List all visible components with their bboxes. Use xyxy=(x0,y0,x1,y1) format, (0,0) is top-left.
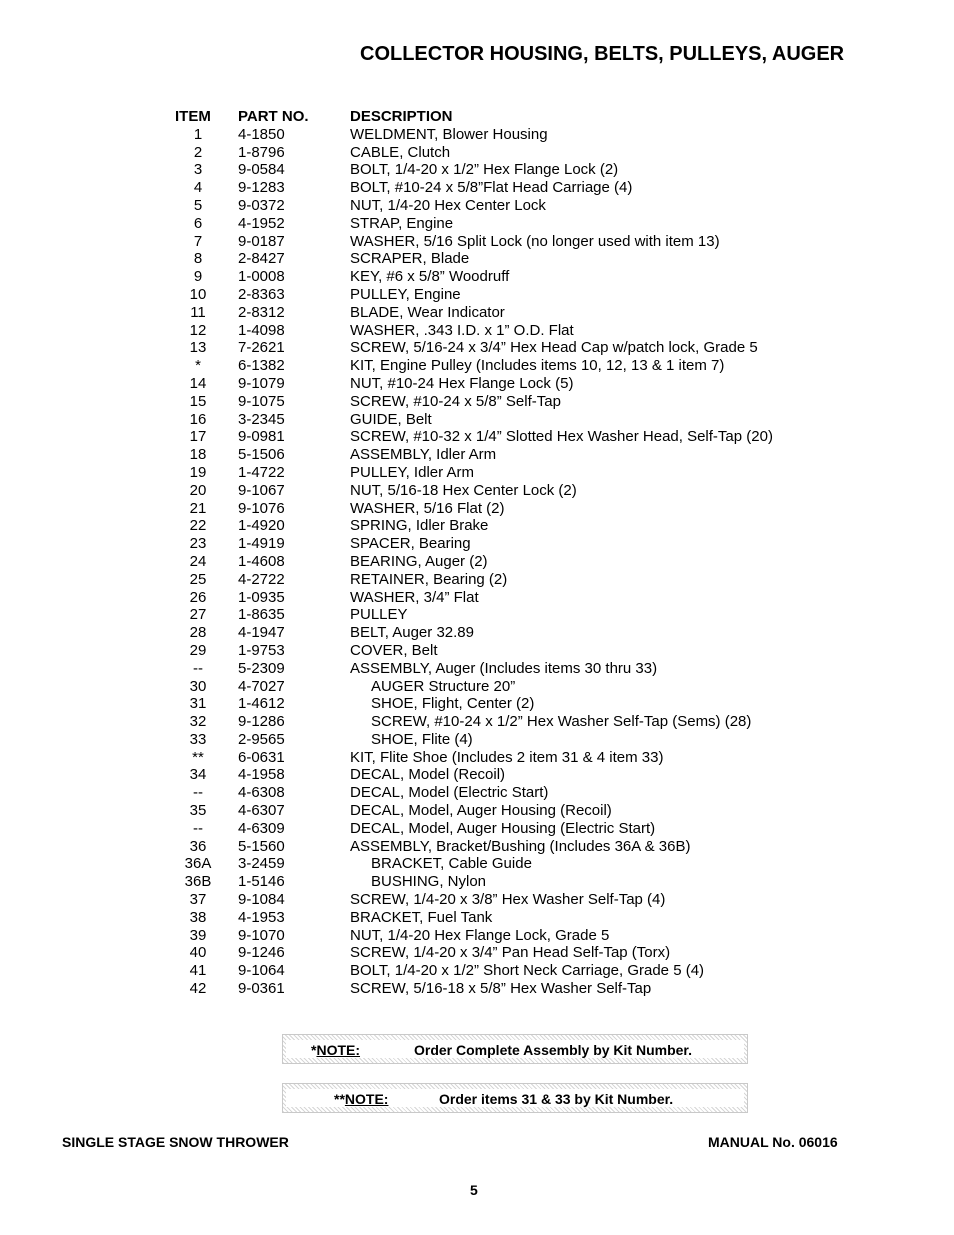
row-description: KIT, Engine Pulley (Includes items 10, 12, 13 & 1 item 7) xyxy=(350,357,725,375)
footer-manual-number: MANUAL No. 06016 xyxy=(708,1134,838,1150)
table-row xyxy=(173,144,833,162)
row-item: 14 xyxy=(189,374,207,392)
row-item: 27 xyxy=(189,606,207,624)
row-description: PULLEY xyxy=(350,606,408,624)
row-item: 6 xyxy=(193,214,203,232)
row-part-no: 2-8363 xyxy=(238,285,285,303)
table-row xyxy=(173,855,833,873)
row-description: WELDMENT, Blower Housing xyxy=(350,125,548,143)
row-part-no: 1-8635 xyxy=(238,606,285,624)
row-description: PULLEY, Idler Arm xyxy=(350,463,474,481)
row-part-no: 3-2345 xyxy=(238,410,285,428)
table-row xyxy=(173,357,833,375)
row-part-no: 9-1286 xyxy=(238,713,285,731)
row-item: 7 xyxy=(193,232,203,250)
row-item: 38 xyxy=(189,908,207,926)
row-item: 35 xyxy=(189,802,207,820)
table-row xyxy=(173,820,833,838)
row-item: 19 xyxy=(189,463,207,481)
row-part-no: 5-1506 xyxy=(238,446,285,464)
row-description: SHOE, Flight, Center (2) xyxy=(371,695,535,713)
note-text: Order items 31 & 33 by Kit Number. xyxy=(439,1091,674,1107)
row-description: GUIDE, Belt xyxy=(350,410,432,428)
row-item: 28 xyxy=(189,624,207,642)
table-row xyxy=(173,179,833,197)
table-row xyxy=(173,464,833,482)
row-item: 36B xyxy=(184,873,212,891)
row-item: 29 xyxy=(189,641,207,659)
row-part-no: 4-1952 xyxy=(238,214,285,232)
row-part-no: 6-0631 xyxy=(238,748,285,766)
table-row xyxy=(173,126,833,144)
table-row xyxy=(173,322,833,340)
row-description: NUT, #10-24 Hex Flange Lock (5) xyxy=(350,374,574,392)
row-item: 22 xyxy=(189,517,207,535)
row-description: SCREW, 5/16-18 x 5/8” Hex Washer Self-Tap xyxy=(350,980,652,998)
row-description: COVER, Belt xyxy=(350,641,438,659)
table-row xyxy=(173,766,833,784)
page-title: COLLECTOR HOUSING, BELTS, PULLEYS, AUGER xyxy=(360,43,845,65)
table-row xyxy=(173,802,833,820)
row-part-no: 1-4098 xyxy=(238,321,285,339)
row-item: -- xyxy=(193,784,203,802)
table-row xyxy=(173,393,833,411)
row-description: BOLT, #10-24 x 5/8”Flat Head Carriage (4) xyxy=(350,179,633,197)
row-part-no: 1-4919 xyxy=(238,535,285,553)
table-row xyxy=(173,571,833,589)
header-part-no: PART NO. xyxy=(238,108,309,125)
row-part-no: 9-1075 xyxy=(238,392,285,410)
note-box-kit xyxy=(282,1034,748,1064)
row-description: WASHER, 3/4” Flat xyxy=(350,588,479,606)
row-description: PULLEY, Engine xyxy=(350,285,461,303)
table-row xyxy=(173,500,833,518)
row-description: SPACER, Bearing xyxy=(350,535,471,553)
header-description: DESCRIPTION xyxy=(350,108,453,125)
row-description: ASSEMBLY, Idler Arm xyxy=(350,446,497,464)
table-row xyxy=(173,713,833,731)
row-item: 12 xyxy=(189,321,207,339)
table-row xyxy=(173,197,833,215)
note-label xyxy=(311,1042,360,1058)
note-label xyxy=(334,1091,388,1107)
row-part-no: 7-2621 xyxy=(238,339,285,357)
row-part-no: 1-4920 xyxy=(238,517,285,535)
table-row xyxy=(173,980,833,998)
row-item: 30 xyxy=(189,677,207,695)
row-item: 39 xyxy=(189,926,207,944)
row-item: 16 xyxy=(189,410,207,428)
row-part-no: 9-1079 xyxy=(238,374,285,392)
table-row xyxy=(173,678,833,696)
row-part-no: 9-0981 xyxy=(238,428,285,446)
row-part-no: 4-6307 xyxy=(238,802,285,820)
table-row xyxy=(173,161,833,179)
row-description: SCREW, 1/4-20 x 3/4” Pan Head Self-Tap (Torx) xyxy=(350,944,671,962)
row-part-no: 4-1958 xyxy=(238,766,285,784)
row-part-no: 1-5146 xyxy=(238,873,285,891)
row-item: 21 xyxy=(189,499,207,517)
table-row xyxy=(173,962,833,980)
row-item: 24 xyxy=(189,552,207,570)
row-item: 3 xyxy=(193,161,203,179)
table-row xyxy=(173,375,833,393)
table-row xyxy=(173,286,833,304)
row-description: AUGER Structure 20” xyxy=(371,677,516,695)
table-row xyxy=(173,695,833,713)
table-row xyxy=(173,873,833,891)
table-row xyxy=(173,215,833,233)
row-item: 10 xyxy=(189,285,207,303)
row-part-no: 9-1283 xyxy=(238,179,285,197)
table-body xyxy=(173,126,833,998)
row-item: 17 xyxy=(189,428,207,446)
row-item: 8 xyxy=(193,250,203,268)
row-item: 37 xyxy=(189,891,207,909)
row-part-no: 9-1064 xyxy=(238,962,285,980)
row-description: BOLT, 1/4-20 x 1/2” Short Neck Carriage, Grade 5 (4) xyxy=(350,962,705,980)
note-text: Order Complete Assembly by Kit Number. xyxy=(414,1042,692,1058)
row-description: SPRING, Idler Brake xyxy=(350,517,489,535)
row-description: DECAL, Model, Auger Housing (Electric Start) xyxy=(350,819,656,837)
row-description: ASSEMBLY, Auger (Includes items 30 thru 33) xyxy=(350,659,658,677)
row-part-no: 4-6309 xyxy=(238,819,285,837)
row-description: WASHER, 5/16 Split Lock (no longer used with item 13) xyxy=(350,232,720,250)
row-description: NUT, 1/4-20 Hex Center Lock xyxy=(350,196,546,214)
row-part-no: 9-1070 xyxy=(238,926,285,944)
row-item: 36A xyxy=(184,855,212,873)
table-row xyxy=(173,268,833,286)
table-row xyxy=(173,428,833,446)
row-part-no: 1-4612 xyxy=(238,695,285,713)
table-row xyxy=(173,784,833,802)
row-description: SCRAPER, Blade xyxy=(350,250,470,268)
row-part-no: 1-9753 xyxy=(238,641,285,659)
table-row xyxy=(173,944,833,962)
table-row xyxy=(173,606,833,624)
row-description: CABLE, Clutch xyxy=(350,143,451,161)
header-item: ITEM xyxy=(175,108,211,125)
row-description: RETAINER, Bearing (2) xyxy=(350,570,508,588)
table-row xyxy=(173,553,833,571)
table-row xyxy=(173,535,833,553)
row-part-no: 1-0935 xyxy=(238,588,285,606)
note-prefix: ** xyxy=(334,1091,345,1107)
row-item: * xyxy=(195,357,201,375)
table-row xyxy=(173,927,833,945)
table-row xyxy=(173,589,833,607)
row-description: KEY, #6 x 5/8” Woodruff xyxy=(350,268,510,286)
note-label-text: NOTE: xyxy=(316,1042,361,1058)
row-part-no: 4-7027 xyxy=(238,677,285,695)
row-item: 23 xyxy=(189,535,207,553)
table-row xyxy=(173,233,833,251)
table-row xyxy=(173,909,833,927)
row-item: 13 xyxy=(189,339,207,357)
table-row xyxy=(173,411,833,429)
row-description: DECAL, Model (Recoil) xyxy=(350,766,506,784)
row-part-no: 4-6308 xyxy=(238,784,285,802)
row-description: STRAP, Engine xyxy=(350,214,454,232)
row-item: 9 xyxy=(193,268,203,286)
row-description: SCREW, 5/16-24 x 3/4” Hex Head Cap w/patch lock, Grade 5 xyxy=(350,339,758,357)
row-part-no: 9-0372 xyxy=(238,196,285,214)
row-item: 2 xyxy=(193,143,203,161)
row-part-no: 1-4722 xyxy=(238,463,285,481)
row-part-no: 9-1084 xyxy=(238,891,285,909)
row-description: SCREW, #10-24 x 1/2” Hex Washer Self-Tap (Sems) (28) xyxy=(371,713,752,731)
row-item: 40 xyxy=(189,944,207,962)
table-row xyxy=(173,446,833,464)
row-item: 15 xyxy=(189,392,207,410)
table-header xyxy=(173,108,833,126)
row-item: 1 xyxy=(193,125,203,143)
row-part-no: 9-1246 xyxy=(238,944,285,962)
note-box-flite xyxy=(282,1083,748,1113)
row-part-no: 4-1850 xyxy=(238,125,285,143)
row-description: WASHER, .343 I.D. x 1” O.D. Flat xyxy=(350,321,574,339)
table-row xyxy=(173,642,833,660)
row-part-no: 4-1947 xyxy=(238,624,285,642)
row-description: BRACKET, Fuel Tank xyxy=(350,908,493,926)
row-part-no: 5-1560 xyxy=(238,837,285,855)
row-item: -- xyxy=(193,659,203,677)
row-description: DECAL, Model (Electric Start) xyxy=(350,784,549,802)
table-row xyxy=(173,660,833,678)
row-part-no: 2-8312 xyxy=(238,303,285,321)
row-item: 33 xyxy=(189,730,207,748)
row-description: DECAL, Model, Auger Housing (Recoil) xyxy=(350,802,612,820)
table-row xyxy=(173,304,833,322)
table-row xyxy=(173,731,833,749)
row-part-no: 9-0187 xyxy=(238,232,285,250)
row-description: BEARING, Auger (2) xyxy=(350,552,488,570)
row-description: WASHER, 5/16 Flat (2) xyxy=(350,499,505,517)
row-item: 4 xyxy=(193,179,203,197)
row-item: 26 xyxy=(189,588,207,606)
row-description: BRACKET, Cable Guide xyxy=(371,855,532,873)
row-item: 34 xyxy=(189,766,207,784)
row-item: 41 xyxy=(189,962,207,980)
note-label-text: NOTE: xyxy=(344,1091,389,1107)
row-description: BUSHING, Nylon xyxy=(371,873,487,891)
parts-table xyxy=(173,108,833,998)
row-part-no: 1-8796 xyxy=(238,143,285,161)
row-item: 42 xyxy=(189,980,207,998)
table-row xyxy=(173,339,833,357)
row-description: BOLT, 1/4-20 x 1/2” Hex Flange Lock (2) xyxy=(350,161,619,179)
row-description: NUT, 5/16-18 Hex Center Lock (2) xyxy=(350,481,577,499)
row-part-no: 4-2722 xyxy=(238,570,285,588)
row-part-no: 6-1382 xyxy=(238,357,285,375)
row-part-no: 2-8427 xyxy=(238,250,285,268)
row-item: 11 xyxy=(190,303,206,321)
row-part-no: 3-2459 xyxy=(238,855,285,873)
row-item: 31 xyxy=(189,695,207,713)
table-row xyxy=(173,891,833,909)
row-description: BLADE, Wear Indicator xyxy=(350,303,505,321)
row-item: 20 xyxy=(189,481,207,499)
row-description: SCREW, #10-24 x 5/8” Self-Tap xyxy=(350,392,561,410)
row-part-no: 9-0584 xyxy=(238,161,285,179)
row-description: SCREW, 1/4-20 x 3/8” Hex Washer Self-Tap (4) xyxy=(350,891,666,909)
row-part-no: 9-1067 xyxy=(238,481,285,499)
row-part-no: 4-1953 xyxy=(238,908,285,926)
table-row xyxy=(173,624,833,642)
row-item: 18 xyxy=(189,446,207,464)
row-item: 5 xyxy=(193,196,203,214)
row-part-no: 1-4608 xyxy=(238,552,285,570)
footer-product: SINGLE STAGE SNOW THROWER xyxy=(62,1134,289,1150)
row-part-no: 2-9565 xyxy=(238,730,285,748)
row-description: SCREW, #10-32 x 1/4” Slotted Hex Washer Head, Self-Tap (20) xyxy=(350,428,773,446)
row-part-no: 5-2309 xyxy=(238,659,285,677)
row-item: 32 xyxy=(189,713,207,731)
row-item: 25 xyxy=(189,570,207,588)
row-part-no: 9-1076 xyxy=(238,499,285,517)
table-row xyxy=(173,749,833,767)
table-row xyxy=(173,250,833,268)
row-part-no: 9-0361 xyxy=(238,980,285,998)
row-description: KIT, Flite Shoe (Includes 2 item 31 & 4 item 33) xyxy=(350,748,664,766)
note-prefix: * xyxy=(311,1042,317,1058)
row-item: 36 xyxy=(189,837,207,855)
row-description: BELT, Auger 32.89 xyxy=(350,624,474,642)
row-part-no: 1-0008 xyxy=(238,268,285,286)
row-item: ** xyxy=(192,748,204,766)
table-row xyxy=(173,838,833,856)
table-row xyxy=(173,517,833,535)
page-number: 5 xyxy=(470,1182,478,1198)
row-item: -- xyxy=(193,819,203,837)
table-row xyxy=(173,482,833,500)
row-description: NUT, 1/4-20 Hex Flange Lock, Grade 5 xyxy=(350,926,610,944)
row-description: SHOE, Flite (4) xyxy=(371,730,473,748)
row-description: ASSEMBLY, Bracket/Bushing (Includes 36A & 36B) xyxy=(350,837,691,855)
